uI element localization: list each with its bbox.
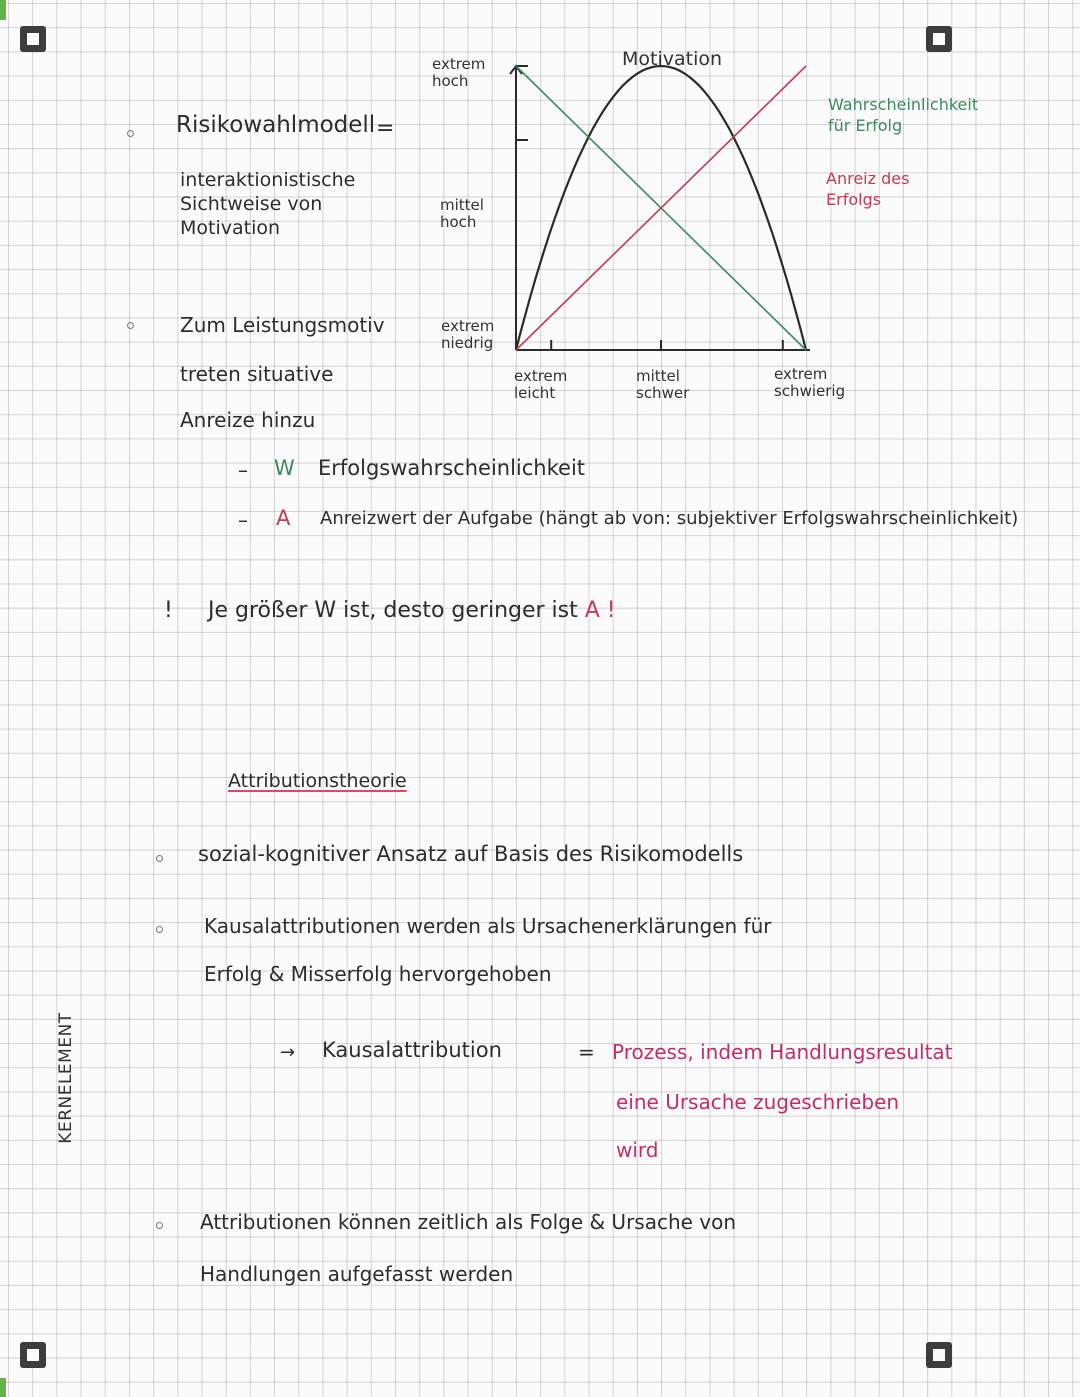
y-tick-label-low: extrem niedrig [441, 317, 495, 352]
definition-line-1: Prozess, indem Handlungsresultat [612, 1040, 953, 1064]
attribution-bullet-1: sozial-kognitiver Ansatz auf Basis des Risikomodells [198, 842, 744, 866]
attribution-heading: Attributionstheorie [228, 770, 407, 792]
def-a-dash: – [238, 508, 248, 532]
arrow-icon: → [280, 1042, 296, 1063]
def-a-symbol: A [276, 506, 291, 530]
y-tick-label-mid: mittel hoch [440, 196, 484, 231]
definition-line-2: eine Ursache zugeschrieben [616, 1090, 900, 1114]
chart-title: Motivation [622, 48, 723, 70]
attribution-bullet-2: Kausalattributionen werden als Ursachenerklärungen für [204, 914, 772, 938]
risk-model-desc-line-2: Sichtweise von [180, 193, 323, 215]
risk-model-title: Risikowahlmodell [176, 112, 376, 138]
def-w-symbol: W [274, 456, 295, 480]
rule-text-a: A ! [584, 598, 616, 623]
definition-line-3: wird [616, 1138, 659, 1162]
attribution-bullet-2-cont: Erfolg & Misserfolg hervorgehoben [204, 962, 552, 986]
final-line-2: Handlungen aufgefasst werden [200, 1262, 514, 1286]
situative-line-1: Zum Leistungsmotiv [180, 313, 385, 337]
legend-incentive: Anreiz des Erfolgs [826, 169, 910, 209]
risk-model-desc-line-1: interaktionistische [180, 169, 356, 191]
rule-text [208, 598, 616, 623]
kausalattribution-term: Kausalattribution [322, 1038, 502, 1062]
y-tick-label-high: extrem hoch [432, 55, 486, 90]
x-tick-label-hard: extrem schwierig [774, 365, 846, 400]
def-w-dash: – [238, 458, 248, 482]
kernelement-margin-label: KERNELEMENT [56, 1012, 76, 1144]
situative-line-3: Anreize hinzu [180, 408, 316, 432]
x-tick-label-easy: extrem leicht [514, 367, 568, 402]
def-a-text: Anreizwert der Aufgabe (hängt ab von: subjektiver Erfolgswahrscheinlichkeit) [320, 508, 1019, 529]
x-tick-label-medium: mittel schwer [636, 367, 690, 402]
risk-model-desc-line-3: Motivation [180, 217, 281, 239]
def-w-text: Erfolgswahrscheinlichkeit [318, 456, 586, 480]
rule-text-main: Je größer W ist, desto geringer ist [208, 598, 578, 623]
rule-exclaim: ! [164, 598, 173, 623]
kausalattribution-equals: = [578, 1040, 595, 1064]
final-line-1: Attributionen können zeitlich als Folge & Ursache von [200, 1210, 737, 1234]
risk-model-equals: = [376, 116, 395, 141]
legend-probability: Wahrscheinlichkeit für Erfolg [828, 95, 979, 135]
situative-line-2: treten situative [180, 362, 334, 386]
